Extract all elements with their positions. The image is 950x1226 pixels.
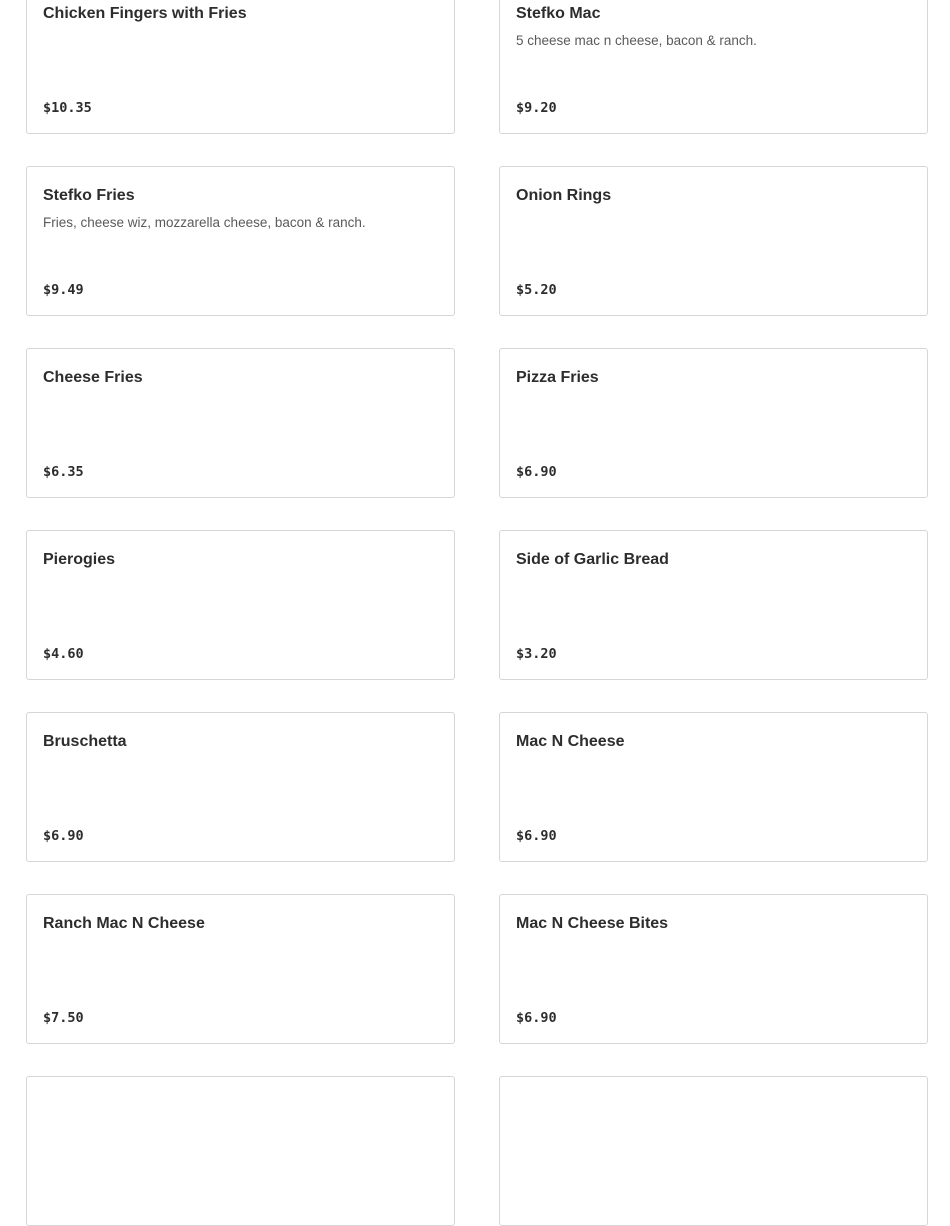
menu-item-card[interactable] <box>26 712 455 862</box>
menu-item-price: $4.60 <box>43 646 84 662</box>
menu-item-card[interactable] <box>499 166 928 316</box>
menu-item-price: $5.20 <box>516 282 557 298</box>
menu-item-price: $6.90 <box>516 828 557 844</box>
menu-item-card[interactable] <box>499 712 928 862</box>
menu-item-name: Cheese Fries <box>43 369 143 386</box>
menu-item-name: Chicken Fingers with Fries <box>43 5 247 22</box>
menu-item-name: Mac N Cheese <box>516 733 625 750</box>
menu-item-card[interactable] <box>26 530 455 680</box>
menu-item-name: Mac N Cheese Bites <box>516 915 669 932</box>
menu-item-name: Side of Garlic Bread <box>516 551 669 568</box>
menu-item-price: $9.20 <box>516 100 557 116</box>
menu-item-name: Pizza Fries <box>516 369 599 386</box>
menu-item-card[interactable] <box>26 348 455 498</box>
menu-item-price: $7.50 <box>43 1010 84 1026</box>
menu-items-grid <box>26 0 928 1226</box>
menu-item-card[interactable] <box>499 0 928 134</box>
menu-item-description: 5 cheese mac n cheese, bacon & ranch. <box>516 33 757 48</box>
menu-item-price: $10.35 <box>43 100 92 116</box>
menu-item-name: Stefko Fries <box>43 187 135 204</box>
menu-item-price: $6.35 <box>43 464 84 480</box>
menu-item-card[interactable] <box>26 166 455 316</box>
menu-item-card[interactable] <box>26 894 455 1044</box>
menu-item-name: Ranch Mac N Cheese <box>43 915 205 932</box>
menu-item-card[interactable] <box>26 1076 455 1226</box>
menu-item-price: $9.49 <box>43 282 84 298</box>
menu-item-price: $6.90 <box>516 1010 557 1026</box>
menu-item-name: Bruschetta <box>43 733 127 750</box>
menu-item-price: $3.20 <box>516 646 557 662</box>
menu-item-card[interactable] <box>499 1076 928 1226</box>
menu-item-description: Fries, cheese wiz, mozzarella cheese, bacon & ranch. <box>43 215 366 230</box>
menu-item-price: $6.90 <box>516 464 557 480</box>
menu-item-price: $6.90 <box>43 828 84 844</box>
menu-item-name: Stefko Mac <box>516 5 601 22</box>
menu-item-card[interactable] <box>499 894 928 1044</box>
menu-item-card[interactable] <box>499 348 928 498</box>
menu-item-card[interactable] <box>26 0 455 134</box>
menu-item-name: Onion Rings <box>516 187 612 204</box>
menu-item-card[interactable] <box>499 530 928 680</box>
menu-item-name: Pierogies <box>43 551 116 568</box>
